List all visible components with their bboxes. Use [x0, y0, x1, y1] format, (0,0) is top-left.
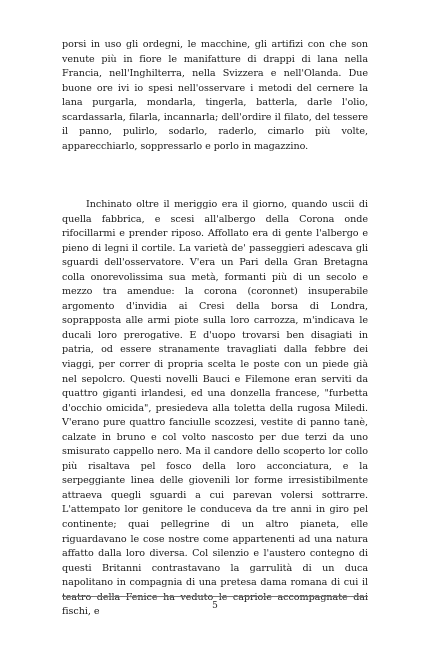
paragraph-2-text: Inchinato oltre il meriggio era il giorno, quando uscii di quella fabbrica, e scesi all'albergo della Corona onde rifocillarmi e prender riposo. Affollato era di gente l'albergo e pieno di legni il cortile. La varietà de' passeggieri adescava gli sguardi dell'osservatore. V'era un Pari della Gran Bretagna colla onorevolissima sua metà, formanti più di un secolo e mezzo tra amendue: la corona (coronnet) insuperabile argomento d'invidia ai Cresi della borsa di Londra, soprapposta alle armi piote sulla loro carrozza, m'indicava le ducali loro prerogative. E d'uopo trovarsi ben disagiati in patria, od essere stranamente travagliati dalla febbre dei viaggi, per correr di propria scelta le poste con un piede già nel sepolcro. Questi novelli Bauci e Filemone eran serviti da quattro giganti irlandesi, ed una donzella francese, "furbetta d'occhio omicida", presiedeva alla toletta della rugosa Miledi. V'erano pure quattro fanciulle scozzesi, vestite di panno tanè, calzate in bruno e col volto nascosto per due terzi da uno smisurato cappello nero. Ma il candore dello scoperto lor collo più risaltava pel fosco della loro acconciatura, e la serpeggiante linea delle giovenili lor forme irresistibilmente attraeva quegli sguardi a cui parevan volersi sottrarre. L'attempato lor genitore le conduceva da tre anni in giro pel continente; quai pellegrine di un altro pianeta, elle riguardavano le cose nostre come appartenenti ad una natura affatto dalla loro diversa. Col silenzio e l'austero contegno di questi Britanni contrastavano la garrulità di un duca napolitano in compagnia di una pretesa dama romana di cui il teatro della Fenice ha veduto le capriole accompagnate dai fischi, e [62, 199, 368, 618]
paragraph-1: porsi in uso gli ordegni, le macchine, gli artifizi con che son venute più in fiore le manifatture di drappi di lana nella Francia, nell'Inghilterra, nella Svizzera e nell'Olanda. Due buone ore ivi io spesi nell'osservare i metodi del cernere la lana purgarla, mondarla, tingerla, batterla, darle l'olio, scardassarla, filarla, incannarla; dell'ordire il filato, del tessere il panno, pulirlo, sodarlo, raderlo, cimarlo più volte, apparecchiarlo, soppressarlo e porlo in magazzino. [62, 39, 368, 152]
page-number: 5 [212, 601, 218, 611]
paragraph-2 [62, 198, 368, 620]
footer-rule [62, 596, 368, 597]
